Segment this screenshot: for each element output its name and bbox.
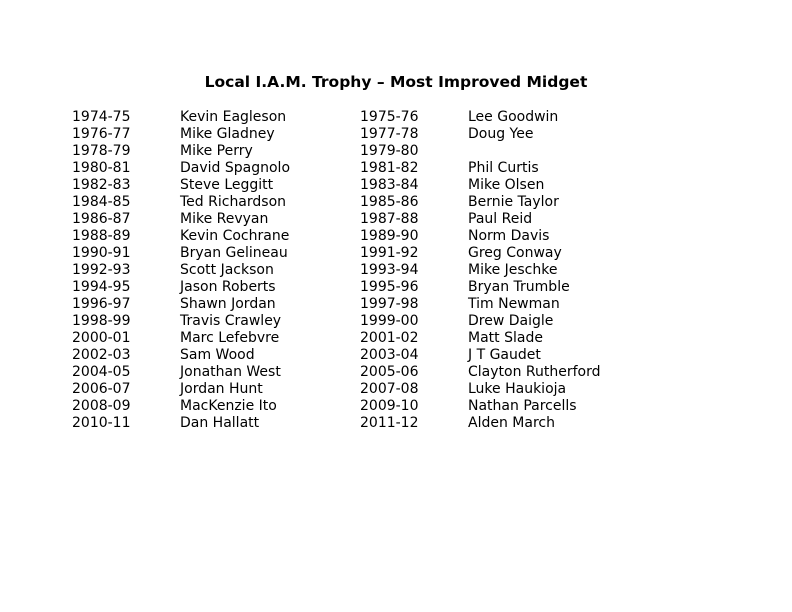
list-row bbox=[0, 279, 792, 296]
season-year: 1991-92 bbox=[360, 245, 419, 261]
season-year: 1975-76 bbox=[360, 109, 419, 125]
winner-name: Kevin Eagleson bbox=[180, 109, 287, 125]
season-year: 1976-77 bbox=[72, 126, 131, 142]
season-year: 1993-94 bbox=[360, 262, 419, 278]
season-year: 1981-82 bbox=[360, 160, 419, 176]
season-year: 1995-96 bbox=[360, 279, 419, 295]
winner-name: Greg Conway bbox=[468, 245, 562, 261]
winner-name: Steve Leggitt bbox=[180, 177, 274, 193]
winner-name: Marc Lefebvre bbox=[180, 330, 280, 346]
winner-name: Alden March bbox=[468, 415, 555, 431]
winner-name: Nathan Parcells bbox=[468, 398, 577, 414]
list-row bbox=[0, 347, 792, 364]
winner-name: Clayton Rutherford bbox=[468, 364, 601, 380]
season-year: 2011-12 bbox=[360, 415, 419, 431]
list-row bbox=[0, 313, 792, 330]
season-year: 1989-90 bbox=[360, 228, 419, 244]
season-year: 1997-98 bbox=[360, 296, 419, 312]
winners-list bbox=[0, 109, 792, 432]
season-year: 1998-99 bbox=[72, 313, 131, 329]
list-row bbox=[0, 211, 792, 228]
season-year: 1984-85 bbox=[72, 194, 131, 210]
winner-name: Norm Davis bbox=[468, 228, 550, 244]
season-year: 1974-75 bbox=[72, 109, 131, 125]
season-year: 2000-01 bbox=[72, 330, 131, 346]
winner-name: Ted Richardson bbox=[180, 194, 287, 210]
list-row bbox=[0, 296, 792, 313]
season-year: 1999-00 bbox=[360, 313, 419, 329]
winner-name: J T Gaudet bbox=[468, 347, 541, 363]
season-year: 1982-83 bbox=[72, 177, 131, 193]
season-year: 1986-87 bbox=[72, 211, 131, 227]
season-year: 1987-88 bbox=[360, 211, 419, 227]
list-row bbox=[0, 330, 792, 347]
list-row bbox=[0, 177, 792, 194]
list-row bbox=[0, 415, 792, 432]
list-row bbox=[0, 143, 792, 160]
winner-name: Doug Yee bbox=[468, 126, 534, 142]
list-row bbox=[0, 228, 792, 245]
list-row bbox=[0, 245, 792, 262]
winner-name: Bryan Trumble bbox=[468, 279, 570, 295]
season-year: 2008-09 bbox=[72, 398, 131, 414]
winner-name: Sam Wood bbox=[180, 347, 255, 363]
list-row bbox=[0, 398, 792, 415]
winner-name: Paul Reid bbox=[468, 211, 533, 227]
season-year: 2002-03 bbox=[72, 347, 131, 363]
winner-name: Tim Newman bbox=[468, 296, 560, 312]
winner-name: Mike Jeschke bbox=[468, 262, 558, 278]
season-year: 1994-95 bbox=[72, 279, 131, 295]
winner-name: Kevin Cochrane bbox=[180, 228, 290, 244]
winner-name: Scott Jackson bbox=[180, 262, 274, 278]
winner-name: Travis Crawley bbox=[180, 313, 282, 329]
winner-name: Mike Perry bbox=[180, 143, 253, 159]
season-year: 1996-97 bbox=[72, 296, 131, 312]
winner-name: David Spagnolo bbox=[180, 160, 291, 176]
winner-name: Matt Slade bbox=[468, 330, 543, 346]
season-year: 2001-02 bbox=[360, 330, 419, 346]
season-year: 1979-80 bbox=[360, 143, 419, 159]
season-year: 1978-79 bbox=[72, 143, 131, 159]
list-row bbox=[0, 364, 792, 381]
season-year: 1983-84 bbox=[360, 177, 419, 193]
list-row bbox=[0, 194, 792, 211]
winner-name: MacKenzie Ito bbox=[180, 398, 277, 414]
season-year: 1985-86 bbox=[360, 194, 419, 210]
season-year: 1988-89 bbox=[72, 228, 131, 244]
list-row bbox=[0, 126, 792, 143]
winner-name: Bernie Taylor bbox=[468, 194, 559, 210]
winner-name: Jason Roberts bbox=[180, 279, 276, 295]
winner-name: Lee Goodwin bbox=[468, 109, 559, 125]
winner-name: Mike Olsen bbox=[468, 177, 545, 193]
season-year: 1992-93 bbox=[72, 262, 131, 278]
season-year: 2007-08 bbox=[360, 381, 419, 397]
list-row bbox=[0, 160, 792, 177]
page-title: Local I.A.M. Trophy – Most Improved Midget bbox=[204, 73, 588, 91]
season-year: 2009-10 bbox=[360, 398, 419, 414]
season-year: 1990-91 bbox=[72, 245, 131, 261]
winner-name: Phil Curtis bbox=[468, 160, 539, 176]
winner-name: Luke Haukioja bbox=[468, 381, 567, 397]
list-row bbox=[0, 262, 792, 279]
winner-name: Mike Revyan bbox=[180, 211, 269, 227]
list-row bbox=[0, 381, 792, 398]
season-year: 1980-81 bbox=[72, 160, 131, 176]
season-year: 2005-06 bbox=[360, 364, 419, 380]
winner-name: Shawn Jordan bbox=[180, 296, 276, 312]
season-year: 1977-78 bbox=[360, 126, 419, 142]
winner-name: Jordan Hunt bbox=[180, 381, 263, 397]
season-year: 2010-11 bbox=[72, 415, 131, 431]
winner-name: Jonathan West bbox=[180, 364, 281, 380]
season-year: 2003-04 bbox=[360, 347, 419, 363]
winner-name: Drew Daigle bbox=[468, 313, 554, 329]
winner-name: Bryan Gelineau bbox=[180, 245, 288, 261]
list-row bbox=[0, 109, 792, 126]
winner-name: Mike Gladney bbox=[180, 126, 275, 142]
winner-name: Dan Hallatt bbox=[180, 415, 260, 431]
season-year: 2004-05 bbox=[72, 364, 131, 380]
season-year: 2006-07 bbox=[72, 381, 131, 397]
